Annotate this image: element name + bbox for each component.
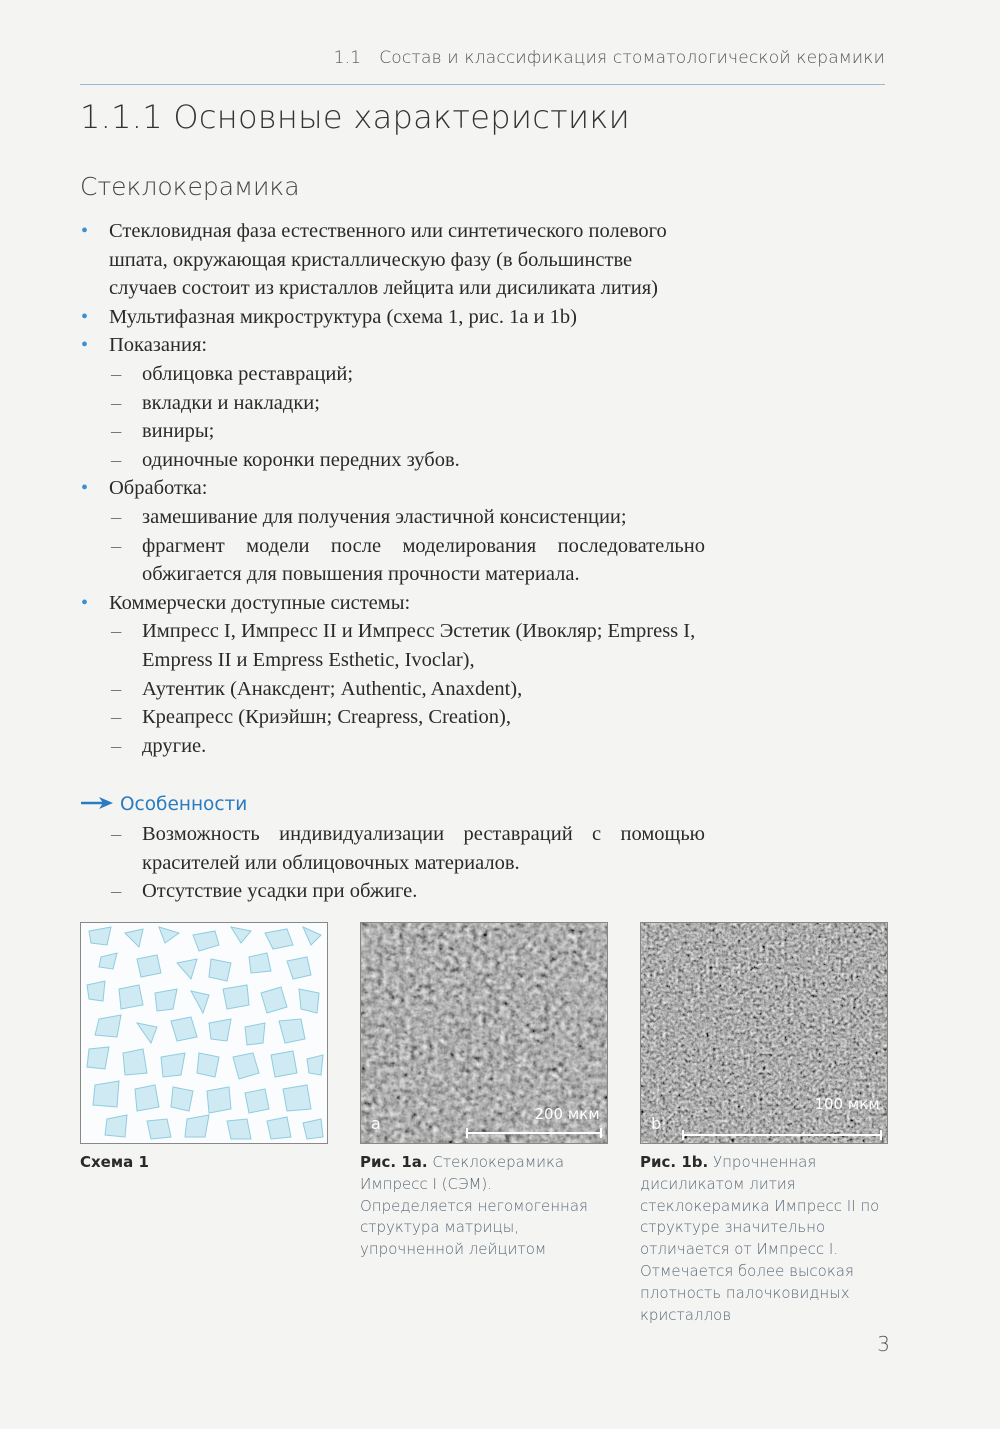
dash-marker: – xyxy=(111,620,122,643)
dash-marker: – xyxy=(111,734,122,757)
dash-item-text: Отсутствие усадки при обжиге. xyxy=(142,880,418,903)
bullet-item: • Стекловидная фаза естественного или синтетического полевого шпата, окружающая кристаллическую фазу (в большинстве случаев состоит из кристаллов лейцита или дисиликата лития) xyxy=(80,217,705,303)
dash-item xyxy=(80,417,705,446)
dash-marker: – xyxy=(111,362,122,385)
sem-photo-1b xyxy=(641,923,887,1143)
dash-item xyxy=(80,617,705,674)
caption-label: Рис. 1a. xyxy=(360,1153,428,1171)
fig-1b-scale-label: 100 мкм xyxy=(814,1095,880,1113)
dash-item xyxy=(80,675,705,704)
dash-marker: – xyxy=(111,448,122,471)
caption-text: Упрочненная дисиликатом лития стеклокерамика Импресс II по структуре значительно отличается от Импресс I. Отмечается более высокая плотность палочковидных кристаллов xyxy=(640,1153,880,1324)
page-number: 3 xyxy=(877,1332,890,1356)
dash-marker: – xyxy=(111,420,122,443)
dash-item xyxy=(80,532,705,589)
header-rule xyxy=(80,84,885,85)
sem-image-1a xyxy=(360,922,608,1144)
dash-item xyxy=(80,446,705,475)
features-box xyxy=(80,790,705,906)
dash-marker: – xyxy=(111,880,122,903)
dash-marker: – xyxy=(111,706,122,729)
dash-item-text: Аутентик (Анаксдент; Authentic, Anaxdent), xyxy=(142,677,523,700)
dash-item xyxy=(80,732,705,761)
running-head xyxy=(0,48,885,68)
bullet-item: • Мультифазная микроструктура (схема 1, рис. 1a и 1b) xyxy=(80,303,705,332)
dash-item xyxy=(80,360,705,389)
dash-item-text: Импресс I, Импресс II и Импресс Эстетик (Ивокляр; Empress I, Empress II и Empress Esthetic, Ivoclar), xyxy=(142,620,696,671)
caption-label: Рис. 1b. xyxy=(640,1153,709,1171)
dash-item-text: Возможность индивидуализации реставраций с помощью красителей или облицовочных материалов. xyxy=(142,823,705,874)
dash-marker: – xyxy=(111,391,122,414)
dash-item-text: облицовка реставраций; xyxy=(142,362,354,385)
dash-item xyxy=(80,503,705,532)
dash-item xyxy=(80,877,705,906)
dash-item-text: Креапресс (Криэйшн; Creapress, Creation), xyxy=(142,706,511,729)
bullet-item: • Обработка: xyxy=(80,474,705,503)
fig-1a-caption xyxy=(360,1152,606,1261)
dash-marker: – xyxy=(111,823,122,845)
caption-label: Схема 1 xyxy=(80,1153,149,1171)
running-head-number: 1.1 xyxy=(333,48,362,68)
section-title: 1.1.1 Основные характеристики xyxy=(80,98,631,136)
scheme-1-caption xyxy=(80,1152,326,1174)
fig-1b-letter: b xyxy=(651,1114,662,1133)
bullet-item: • Показания: xyxy=(80,331,705,360)
main-content xyxy=(80,217,705,760)
features-heading xyxy=(80,790,705,820)
running-head-title: Состав и классификация стоматологической керамики xyxy=(379,48,885,68)
arrow-right-icon xyxy=(80,790,114,820)
features-title: Особенности xyxy=(120,794,248,815)
fig-1a-letter: a xyxy=(371,1114,381,1133)
bullet-item: • Коммерчески доступные системы: xyxy=(80,589,705,618)
dash-item xyxy=(80,389,705,418)
dash-item xyxy=(80,820,705,877)
dash-item-text: фрагмент модели после моделирования последовательно обжигается для повышения прочности материала. xyxy=(142,534,705,586)
fig-1a-scale-label: 200 мкм xyxy=(534,1105,600,1123)
sem-image-1b xyxy=(640,922,888,1144)
dash-marker: – xyxy=(111,534,122,557)
sem-photo-1a xyxy=(361,923,607,1143)
dash-item-text: другие. xyxy=(142,734,207,757)
scheme-1-diagram xyxy=(80,922,328,1144)
dash-item-text: одиночные коронки передних зубов. xyxy=(142,448,460,471)
subsection-title: Стеклокерамика xyxy=(80,172,300,201)
dash-item-text: виниры; xyxy=(142,420,215,443)
dash-marker: – xyxy=(111,505,122,528)
dash-item-text: вкладки и накладки; xyxy=(142,391,320,414)
dash-marker: – xyxy=(111,677,122,700)
caption-text: Стеклокерамика Импресс I (СЭМ). Определяется негомогенная структура матрицы, упрочненной лейцитом xyxy=(360,1153,588,1259)
fig-1b-caption xyxy=(640,1152,886,1326)
dash-item xyxy=(80,703,705,732)
scheme-crystals xyxy=(81,923,327,1143)
dash-item-text: замешивание для получения эластичной консистенции; xyxy=(142,505,627,528)
